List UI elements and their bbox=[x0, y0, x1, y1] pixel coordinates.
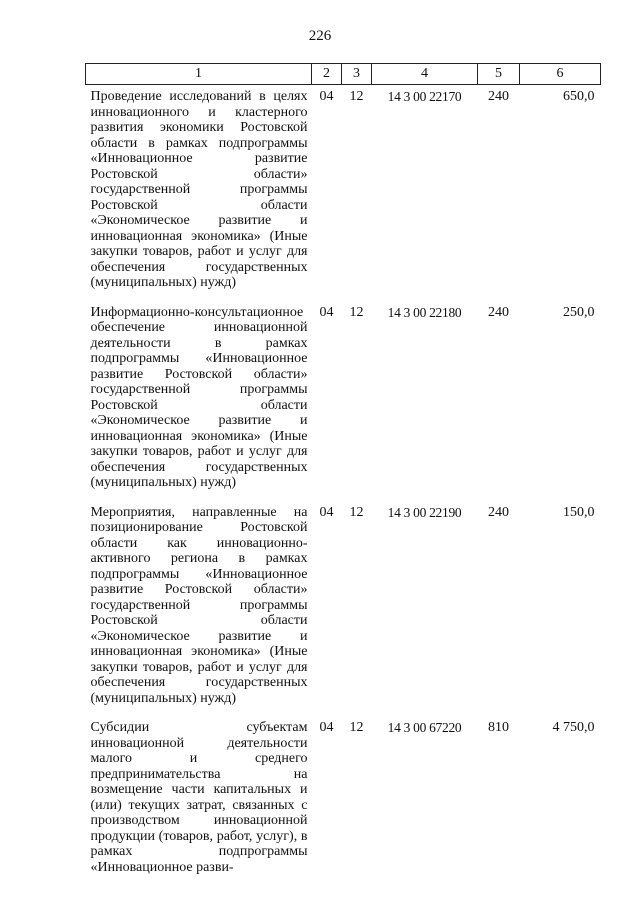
row-subsection: 12 bbox=[349, 89, 364, 104]
column-header-expense-type: 5 bbox=[478, 64, 520, 85]
budget-table bbox=[85, 63, 601, 885]
row-amount: 4 750,0 bbox=[552, 720, 595, 735]
row-expense-type: 240 bbox=[488, 89, 509, 104]
table-row bbox=[86, 716, 601, 885]
column-header-section: 2 bbox=[312, 64, 342, 85]
row-section: 04 bbox=[319, 304, 334, 320]
row-subsection: 12 bbox=[349, 504, 364, 520]
row-name: Проведение исследований в целях инновационного и кластерного развития экономики Ростовской области в рамках подпрограммы «Инновационное развитие Ростовской области» государственной программы Ростовской области «Экономическое развитие и инновационная экономика» (Иные закупки товаров, работ и услуг для обеспечения государственных (муниципальных) нужд) bbox=[90, 89, 308, 290]
row-target-article: 14 3 00 67220 bbox=[387, 720, 462, 735]
column-header-subsection: 3 bbox=[342, 64, 372, 85]
row-expense-type: 240 bbox=[488, 304, 509, 320]
row-subsection: 12 bbox=[349, 720, 364, 735]
table-row bbox=[86, 85, 601, 301]
column-header-name: 1 bbox=[86, 64, 312, 85]
row-expense-type: 240 bbox=[488, 504, 509, 520]
row-section: 04 bbox=[319, 720, 334, 735]
row-target-article: 14 3 00 22180 bbox=[387, 304, 462, 320]
column-header-amount: 6 bbox=[520, 64, 601, 85]
row-section: 04 bbox=[319, 504, 334, 520]
table-row bbox=[86, 301, 601, 501]
row-name: Субсидии субъектам инновационной деятельности малого и среднего предпринимательства на возмещение части капитальных и (или) текущих затрат, связанных с производством инновационной продукции (товаров, работ, услуг), в рамках подпрограммы «Инновационное разви- bbox=[90, 720, 308, 875]
row-name: Мероприятия, направленные на позиционирование Ростовской области как инновационно-активного региона в рамках подпрограммы «Инновационное развитие Ростовской области» государственной программы Ростовской области «Экономическое развитие и инновационная экономика» (Иные закупки товаров, работ и услуг для обеспечения государственных (муниципальных) нужд) bbox=[90, 504, 308, 706]
row-expense-type: 810 bbox=[488, 720, 509, 735]
row-target-article: 14 3 00 22190 bbox=[387, 504, 462, 520]
row-amount: 150,0 bbox=[563, 504, 595, 520]
row-amount: 250,0 bbox=[563, 304, 595, 320]
row-section: 04 bbox=[319, 89, 334, 104]
row-subsection: 12 bbox=[349, 304, 364, 320]
table-header-row bbox=[86, 64, 601, 85]
row-amount: 650,0 bbox=[563, 89, 595, 104]
column-header-target-article: 4 bbox=[372, 64, 478, 85]
table-row bbox=[86, 501, 601, 717]
row-name: Информационно-консультационное обеспечение инновационной деятельности в рамках подпрограммы «Инновационное развитие Ростовской области» государственной программы Ростовской области «Экономическое развитие и инновационная экономика» (Иные закупки товаров, работ и услуг для обеспечения государственных (муниципальных) нужд) bbox=[90, 304, 308, 490]
row-target-article: 14 3 00 22170 bbox=[387, 89, 462, 104]
page-number: 226 bbox=[308, 28, 332, 44]
